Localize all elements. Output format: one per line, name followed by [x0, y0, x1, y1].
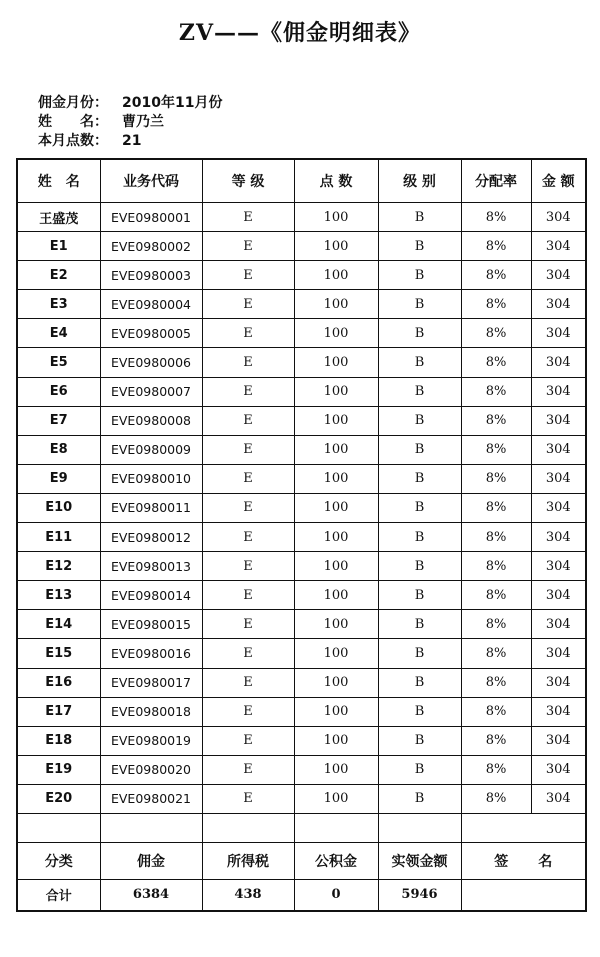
cell-code: EVE0980003 [100, 261, 202, 290]
cell-name: E16 [17, 668, 100, 697]
total-fund: 0 [294, 879, 378, 911]
table-row [17, 203, 586, 232]
summary-header-row [17, 842, 586, 879]
cell-amount: 304 [531, 581, 586, 610]
info-month [38, 92, 222, 112]
cell-code: EVE0980016 [100, 639, 202, 668]
cell-level: B [378, 348, 461, 377]
cell-grade: E [202, 435, 294, 464]
cell-level: B [378, 639, 461, 668]
cell-amount: 304 [531, 552, 586, 581]
cell-rate: 8% [461, 261, 531, 290]
cell-points: 100 [294, 319, 378, 348]
cell-code: EVE0980001 [100, 203, 202, 232]
cell-amount: 304 [531, 639, 586, 668]
table-row [17, 261, 586, 290]
cell-name: E10 [17, 493, 100, 522]
cell-amount: 304 [531, 697, 586, 726]
summary-total-row [17, 879, 586, 911]
cell-code: EVE0980015 [100, 610, 202, 639]
cell-name: E1 [17, 232, 100, 261]
cell-code: EVE0980020 [100, 755, 202, 784]
cell-grade: E [202, 232, 294, 261]
header-level: 级 别 [378, 159, 461, 203]
cell-rate: 8% [461, 232, 531, 261]
signature-field[interactable] [461, 879, 586, 911]
cell-name: E9 [17, 464, 100, 493]
cell-points: 100 [294, 406, 378, 435]
cell-points: 100 [294, 493, 378, 522]
header-name: 姓 名 [17, 159, 100, 203]
cell-grade: E [202, 726, 294, 755]
cell-name: 王盛茂 [17, 203, 100, 232]
cell-points: 100 [294, 203, 378, 232]
table-row [17, 755, 586, 784]
cell-rate: 8% [461, 319, 531, 348]
summary-header-net: 实领金额 [378, 842, 461, 879]
cell-code: EVE0980004 [100, 290, 202, 319]
table-row [17, 348, 586, 377]
blank-cell [17, 813, 100, 842]
cell-grade: E [202, 464, 294, 493]
cell-rate: 8% [461, 668, 531, 697]
cell-code: EVE0980007 [100, 377, 202, 406]
cell-amount: 304 [531, 668, 586, 697]
cell-amount: 304 [531, 348, 586, 377]
cell-level: B [378, 377, 461, 406]
cell-points: 100 [294, 261, 378, 290]
cell-name: E20 [17, 784, 100, 813]
summary-header-commission: 佣金 [100, 842, 202, 879]
cell-name: E13 [17, 581, 100, 610]
cell-points: 100 [294, 464, 378, 493]
info-month-value: 2010年11月份 [122, 95, 223, 111]
cell-points: 100 [294, 232, 378, 261]
cell-points: 100 [294, 435, 378, 464]
cell-level: B [378, 523, 461, 552]
table-row [17, 377, 586, 406]
summary-header-signature: 签名 [461, 842, 586, 879]
cell-level: B [378, 581, 461, 610]
total-commission: 6384 [100, 879, 202, 911]
cell-grade: E [202, 319, 294, 348]
cell-amount: 304 [531, 464, 586, 493]
cell-amount: 304 [531, 319, 586, 348]
cell-level: B [378, 261, 461, 290]
cell-amount: 304 [531, 232, 586, 261]
cell-rate: 8% [461, 523, 531, 552]
table-row [17, 639, 586, 668]
cell-grade: E [202, 581, 294, 610]
cell-level: B [378, 232, 461, 261]
cell-name: E6 [17, 377, 100, 406]
summary-header-category: 分类 [17, 842, 100, 879]
cell-rate: 8% [461, 755, 531, 784]
cell-code: EVE0980012 [100, 523, 202, 552]
blank-cell [378, 813, 461, 842]
blank-row [17, 813, 586, 842]
cell-grade: E [202, 290, 294, 319]
cell-level: B [378, 784, 461, 813]
table-row [17, 697, 586, 726]
cell-rate: 8% [461, 377, 531, 406]
cell-rate: 8% [461, 290, 531, 319]
table-row [17, 406, 586, 435]
cell-amount: 304 [531, 261, 586, 290]
cell-code: EVE0980019 [100, 726, 202, 755]
header-code: 业务代码 [100, 159, 202, 203]
cell-rate: 8% [461, 639, 531, 668]
cell-code: EVE0980009 [100, 435, 202, 464]
header-amount: 金 额 [531, 159, 586, 203]
cell-code: EVE0980008 [100, 406, 202, 435]
cell-level: B [378, 697, 461, 726]
table-row [17, 552, 586, 581]
cell-rate: 8% [461, 726, 531, 755]
cell-code: EVE0980006 [100, 348, 202, 377]
cell-points: 100 [294, 552, 378, 581]
header-points: 点 数 [294, 159, 378, 203]
table-row [17, 232, 586, 261]
cell-code: EVE0980021 [100, 784, 202, 813]
cell-name: E7 [17, 406, 100, 435]
cell-level: B [378, 755, 461, 784]
commission-table [16, 158, 587, 912]
cell-name: E15 [17, 639, 100, 668]
cell-rate: 8% [461, 406, 531, 435]
header-grade: 等 级 [202, 159, 294, 203]
cell-amount: 304 [531, 755, 586, 784]
cell-points: 100 [294, 377, 378, 406]
summary-header-tax: 所得税 [202, 842, 294, 879]
cell-code: EVE0980011 [100, 493, 202, 522]
cell-amount: 304 [531, 203, 586, 232]
info-points-value: 21 [122, 133, 142, 149]
cell-points: 100 [294, 610, 378, 639]
table-row [17, 319, 586, 348]
cell-level: B [378, 610, 461, 639]
cell-points: 100 [294, 784, 378, 813]
total-net: 5946 [378, 879, 461, 911]
info-name-value: 曹乃兰 [122, 114, 164, 130]
cell-rate: 8% [461, 697, 531, 726]
cell-grade: E [202, 493, 294, 522]
cell-amount: 304 [531, 610, 586, 639]
info-month-label: 佣金月份： [38, 95, 108, 111]
cell-code: EVE0980017 [100, 668, 202, 697]
table-row [17, 493, 586, 522]
cell-level: B [378, 290, 461, 319]
cell-level: B [378, 552, 461, 581]
cell-name: E3 [17, 290, 100, 319]
cell-level: B [378, 493, 461, 522]
cell-code: EVE0980002 [100, 232, 202, 261]
cell-amount: 304 [531, 726, 586, 755]
cell-grade: E [202, 523, 294, 552]
cell-level: B [378, 203, 461, 232]
cell-grade: E [202, 552, 294, 581]
cell-grade: E [202, 784, 294, 813]
info-name-label: 姓 名： [38, 114, 108, 130]
page-title: ZV——《佣金明细表》 [178, 20, 422, 46]
header-rate: 分配率 [461, 159, 531, 203]
cell-grade: E [202, 406, 294, 435]
cell-grade: E [202, 697, 294, 726]
cell-amount: 304 [531, 290, 586, 319]
cell-rate: 8% [461, 493, 531, 522]
cell-points: 100 [294, 348, 378, 377]
cell-points: 100 [294, 755, 378, 784]
table-row [17, 464, 586, 493]
table-row [17, 435, 586, 464]
cell-name: E19 [17, 755, 100, 784]
cell-amount: 304 [531, 406, 586, 435]
cell-name: E2 [17, 261, 100, 290]
cell-grade: E [202, 755, 294, 784]
cell-grade: E [202, 348, 294, 377]
cell-rate: 8% [461, 464, 531, 493]
cell-name: E12 [17, 552, 100, 581]
summary-header-fund: 公积金 [294, 842, 378, 879]
cell-amount: 304 [531, 377, 586, 406]
info-points-label: 本月点数： [38, 133, 108, 149]
total-tax: 438 [202, 879, 294, 911]
cell-level: B [378, 726, 461, 755]
table-row [17, 610, 586, 639]
cell-amount: 304 [531, 493, 586, 522]
cell-grade: E [202, 639, 294, 668]
cell-code: EVE0980014 [100, 581, 202, 610]
table-row [17, 581, 586, 610]
cell-name: E5 [17, 348, 100, 377]
cell-code: EVE0980013 [100, 552, 202, 581]
cell-code: EVE0980018 [100, 697, 202, 726]
cell-points: 100 [294, 668, 378, 697]
cell-amount: 304 [531, 784, 586, 813]
table-row [17, 784, 586, 813]
cell-grade: E [202, 610, 294, 639]
cell-name: E14 [17, 610, 100, 639]
cell-amount: 304 [531, 435, 586, 464]
cell-name: E18 [17, 726, 100, 755]
table-row [17, 668, 586, 697]
info-name [38, 111, 164, 131]
cell-rate: 8% [461, 581, 531, 610]
blank-cell [100, 813, 202, 842]
cell-rate: 8% [461, 552, 531, 581]
cell-rate: 8% [461, 348, 531, 377]
cell-rate: 8% [461, 435, 531, 464]
blank-cell [202, 813, 294, 842]
table-row [17, 726, 586, 755]
cell-points: 100 [294, 290, 378, 319]
cell-rate: 8% [461, 203, 531, 232]
cell-amount: 304 [531, 523, 586, 552]
total-label: 合计 [17, 879, 100, 911]
cell-points: 100 [294, 523, 378, 552]
blank-cell [294, 813, 378, 842]
cell-level: B [378, 406, 461, 435]
cell-points: 100 [294, 581, 378, 610]
cell-level: B [378, 464, 461, 493]
table-header-row [17, 159, 586, 203]
cell-grade: E [202, 203, 294, 232]
cell-name: E4 [17, 319, 100, 348]
blank-cell [461, 813, 586, 842]
cell-points: 100 [294, 697, 378, 726]
cell-level: B [378, 319, 461, 348]
cell-rate: 8% [461, 784, 531, 813]
cell-grade: E [202, 261, 294, 290]
cell-name: E11 [17, 523, 100, 552]
table-row [17, 523, 586, 552]
cell-points: 100 [294, 726, 378, 755]
cell-name: E8 [17, 435, 100, 464]
cell-code: EVE0980010 [100, 464, 202, 493]
cell-rate: 8% [461, 610, 531, 639]
cell-code: EVE0980005 [100, 319, 202, 348]
cell-level: B [378, 435, 461, 464]
cell-level: B [378, 668, 461, 697]
cell-grade: E [202, 377, 294, 406]
cell-grade: E [202, 668, 294, 697]
table-row [17, 290, 586, 319]
info-points [38, 130, 141, 150]
cell-points: 100 [294, 639, 378, 668]
cell-name: E17 [17, 697, 100, 726]
